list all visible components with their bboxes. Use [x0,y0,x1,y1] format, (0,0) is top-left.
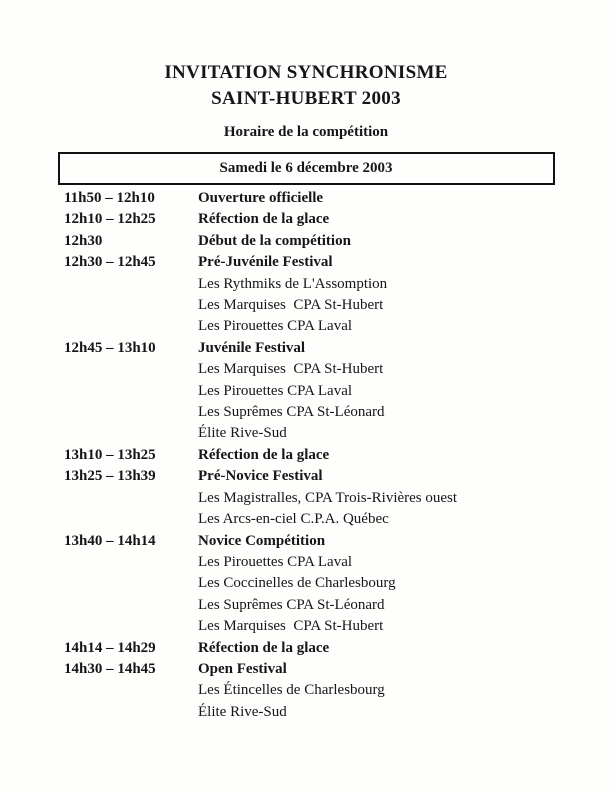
event-cell: Élite Rive-Sud [198,703,287,720]
time-cell: 12h10 – 12h25 [64,211,156,228]
event-cell: Élite Rive-Sud [198,425,287,442]
date-banner-text: Samedi le 6 décembre 2003 [219,160,393,176]
time-cell: 14h30 – 14h45 [64,660,156,677]
schedule-row [64,638,564,659]
time-cell: 12h30 – 12h45 [64,254,156,271]
event-cell: Les Marquises CPA St-Hubert [198,361,384,378]
event-cell: Les Coccinelles de Charlesbourg [198,575,396,592]
document-title-line-2: SAINT-HUBERT 2003 [211,88,401,109]
time-cell: 13h40 – 14h14 [64,532,156,549]
event-cell: Les Suprêmes CPA St-Léonard [198,404,385,421]
schedule-row [64,573,564,594]
date-banner [58,152,555,185]
schedule-row [64,659,564,680]
event-cell: Pré-Juvénile Festival [198,254,333,271]
document-subtitle: Horaire de la compétition [223,124,389,140]
schedule-row [64,445,564,466]
time-cell: 14h14 – 14h29 [64,639,156,656]
schedule-row [64,702,564,723]
event-cell: Début de la compétition [198,232,351,249]
schedule-row [64,188,564,209]
event-cell: Les Magistralles, CPA Trois-Rivières ouest [198,489,458,506]
schedule-row [64,423,564,444]
event-cell: Les Marquises CPA St-Hubert [198,618,384,635]
schedule-row [64,595,564,616]
schedule-row [64,531,564,552]
event-cell: Open Festival [198,660,287,677]
schedule-row [64,209,564,230]
schedule-row [64,295,564,316]
event-cell: Ouverture officielle [198,190,324,206]
event-cell: Les Pirouettes CPA Laval [198,318,353,335]
schedule-table [64,188,564,723]
schedule-row [64,680,564,701]
event-cell: Réfection de la glace [198,446,330,463]
event-cell: Les Arcs-en-ciel C.P.A. Québec [198,511,389,528]
event-cell: Les Pirouettes CPA Laval [198,382,353,399]
event-cell: Juvénile Festival [198,339,306,356]
schedule-row [64,359,564,380]
document-title-line-1: INVITATION SYNCHRONISME [164,62,448,83]
event-cell: Les Étincelles de Charlesbourg [198,682,385,699]
event-cell: Novice Compétition [198,532,326,549]
time-cell: 12h30 [64,232,103,249]
schedule-row [64,552,564,573]
time-cell: 13h10 – 13h25 [64,446,156,463]
schedule-row [64,466,564,487]
event-cell: Les Marquises CPA St-Hubert [198,297,384,314]
event-cell: Réfection de la glace [198,211,330,228]
schedule-row [64,338,564,359]
schedule-row [64,381,564,402]
schedule-row [64,509,564,530]
event-cell: Les Pirouettes CPA Laval [198,553,353,570]
event-cell: Pré-Novice Festival [198,468,323,485]
schedule-row [64,231,564,252]
schedule-row [64,252,564,273]
schedule-row [64,402,564,423]
time-cell: 11h50 – 12h10 [64,190,155,206]
schedule-row [64,616,564,637]
event-cell: Réfection de la glace [198,639,330,656]
schedule-row [64,488,564,509]
time-cell: 13h25 – 13h39 [64,468,156,485]
event-cell: Les Suprêmes CPA St-Léonard [198,596,385,613]
event-cell: Les Rythmiks de L'Assomption [198,275,388,292]
schedule-row [64,274,564,295]
time-cell: 12h45 – 13h10 [64,339,156,356]
schedule-row [64,316,564,337]
